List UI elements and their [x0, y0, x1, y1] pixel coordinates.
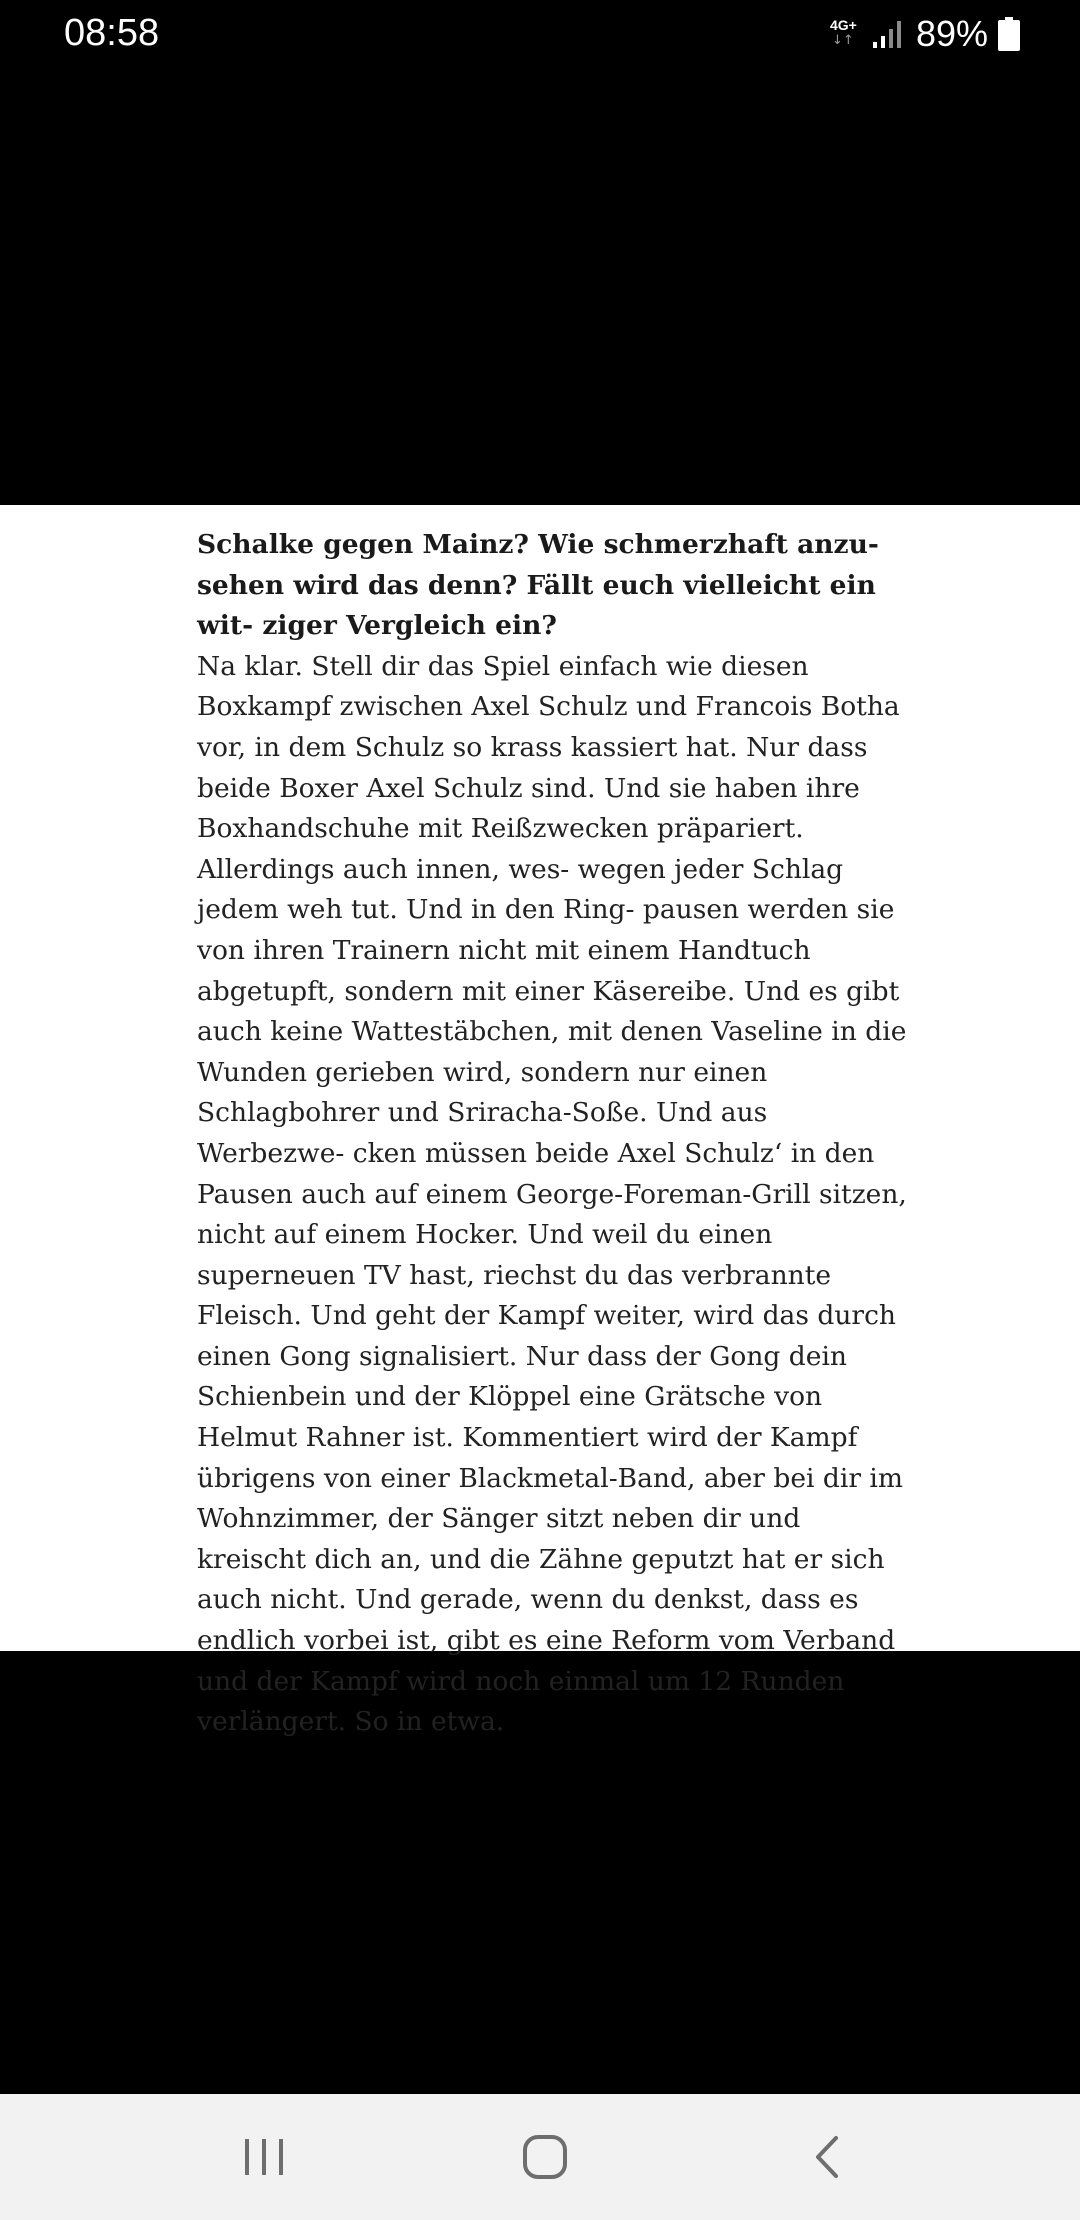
signal-icon — [872, 19, 902, 49]
recents-button[interactable] — [174, 2094, 354, 2220]
network-type-indicator — [830, 14, 862, 54]
battery-icon — [998, 17, 1020, 51]
back-button[interactable] — [737, 2094, 917, 2220]
home-button[interactable] — [455, 2094, 635, 2220]
navigation-bar — [0, 2094, 1080, 2220]
status-icons — [830, 10, 1020, 58]
home-icon — [522, 2134, 568, 2180]
back-icon — [812, 2135, 842, 2179]
network-activity-icon: ↓↑ — [831, 33, 854, 48]
article-text — [197, 525, 907, 1743]
status-time: 08:58 — [64, 12, 160, 54]
status-bar — [0, 0, 1080, 66]
interview-question: Schalke gegen Mainz? Wie schmerzhaft anzu- sehen wird das denn? Fällt euch vielleicht ein wit- ziger Vergleich ein? — [197, 529, 879, 642]
interview-answer: Na klar. Stell dir das Spiel einfach wie diesen Boxkampf zwischen Axel Schulz und Francois Botha vor, in dem Schulz so krass kassiert hat. Nur dass beide Boxer Axel Schulz sind. Und sie haben ihre Boxhandschuhe mit Reißzwecken präpariert. Allerdings auch innen, wes- wegen jeder Schlag jedem weh tut. Und in den Ring- pausen werden sie von ihren Trainern nicht mit einem Handtuch abgetupft, sondern mit einer Käsereibe. Und es gibt auch keine Wattestäbchen, mit denen Vaseline in die Wunden gerieben wird, sondern nur einen Schlagbohrer und Sriracha-Soße. Und aus Werbezwe- cken müssen beide Axel Schulz‘ in den Pausen auch auf einem George-Foreman-Grill sitzen, nicht auf einem Hocker. Und weil du einen superneuen TV hast, riechst du das verbrannte Fleisch. Und geht der Kampf weiter, wird das durch einen Gong signalisiert. Nur dass der Gong dein Schienbein und der Klöppel eine Grätsche von Helmut Rahner ist. Kommentiert wird der Kampf übrigens von einer Blackmetal-Band, aber bei dir im Wohnzimmer, der Sänger sitzt neben dir und kreischt dich an, und die Zähne geputzt hat er sich auch nicht. Und gerade, wenn du denkst, dass es endlich vorbei ist, gibt es eine Reform vom Verband und der Kampf wird noch einmal um 12 Runden verlängert. So in etwa. — [197, 650, 907, 1738]
network-type-label: 4G+ — [829, 17, 857, 33]
article-page — [0, 505, 1080, 1738]
battery-percent: 89% — [915, 13, 988, 54]
recents-icon — [242, 2137, 286, 2177]
